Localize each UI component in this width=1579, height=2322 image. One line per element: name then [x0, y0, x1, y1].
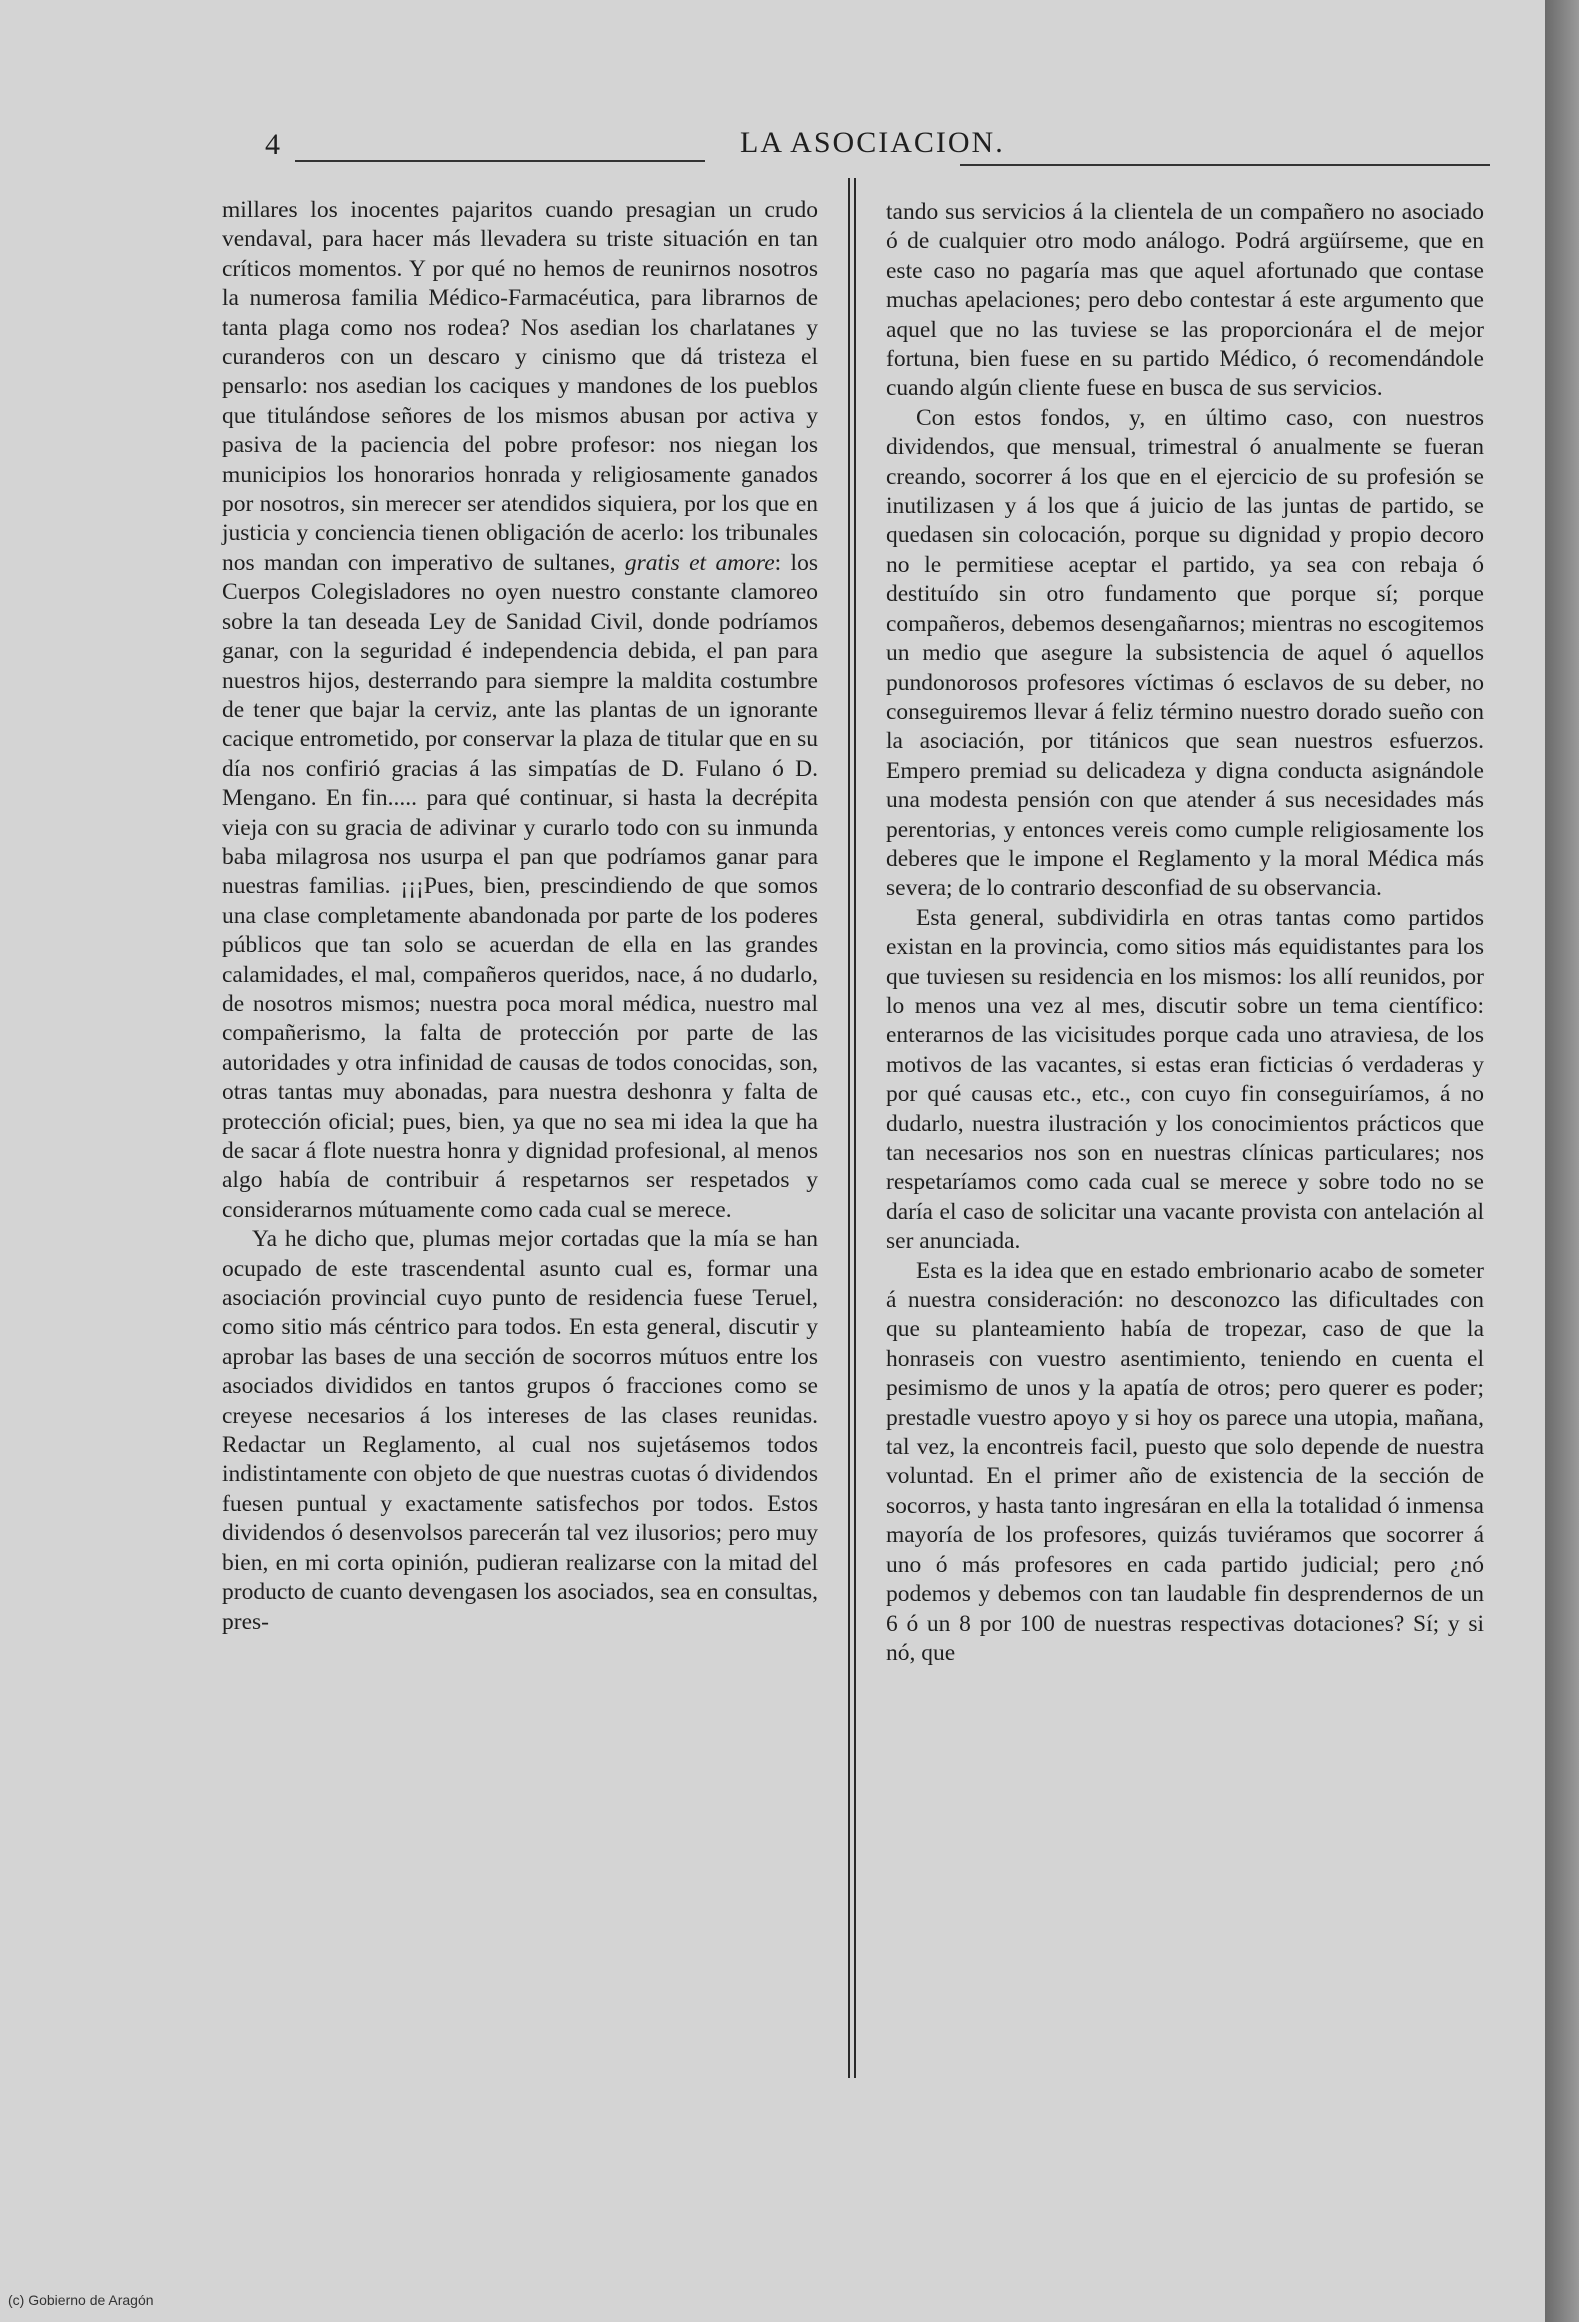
scan-edge [1545, 0, 1579, 2322]
header-rule-right [960, 164, 1490, 166]
right-paragraph-1: tando sus servicios á la clientela de un compañero no asociado ó de cualquier otro modo análogo. Podrá argüírseme, que en este caso no pagaría mas que aquel afortunado que contase muchas apelaciones; pero debo contestar á este argumento que aquel que no las tuviese se las proporcionára el de mejor fortuna, bien fuese en su partido Médico, ó recomendándole cuando algún cliente fuese en busca de sus servicios. [886, 199, 1484, 402]
right-paragraph-4: Esta es la idea que en estado embrionario acabo de someter á nuestra consideración: no desconozco las dificultades con que su planteamiento había de tropezar, caso de que la honraseis con vuestro asentimiento, teniendo en cuenta el pesimismo de unos y la apatía de otros; pero querer es poder; prestadle vuestro apoyo y si hoy os parece una utopia, mañana, tal vez, la encontreis facil, puesto que solo depende de nuestra voluntad. En el primer año de existencia de la sección de socorros, y hasta tanto ingresáran en ella la totalidad ó inmensa mayoría de los profesores, quizás tuviéramos que socorrer á uno ó más profesores en cada partido judicial; pero ¿nó podemos y debemos con tan laudable fin desprendernos de un 6 ó un 8 por 100 de nuestras respectivas dotaciones? Sí; y si nó, que [886, 1257, 1484, 1666]
header-rule-left [295, 160, 705, 162]
left-paragraph-1 [222, 196, 818, 1225]
running-title: LA ASOCIACION. [740, 126, 1005, 159]
page-header [240, 120, 1490, 170]
latin-phrase: gratis et amore [624, 549, 775, 576]
copyright-notice: (c) Gobierno de Aragón [8, 2292, 154, 2308]
page-number: 4 [265, 128, 280, 161]
left-paragraph-1-text: millares los inocentes pajaritos cuando presagian un crudo vendaval, para hacer más llevadera su triste situación en tan críticos momentos. Y por qué no hemos de reunirnos nosotros la numerosa familia Médico-Farmacéutica, para librarnos de tanta plaga como nos rodea? Nos asedian los charlatanes y curanderos con un descaro y cinismo que dá tristeza el pensarlo: nos asedian los caciques y mandones de los pueblos que titulándose señores de los mismos abusan por activa y pasiva de la paciencia del pobre profesor: nos niegan los municipios los honorarios honrada y religiosamente ganados por nosotros, sin merecer ser atendidos siquiera, por los que en justicia y conciencia tienen obligación de acerlo: los tribunales nos mandan con imperativo de sultanes, [222, 197, 818, 576]
left-paragraph-2: Ya he dicho que, plumas mejor cortadas que la mía se han ocupado de este trascendental asunto cual es, formar una asociación provincial cuyo punto de residencia fuese Teruel, como sitio más céntrico para todos. En esta general, discutir y aprobar las bases de una sección de socorros mútuos entre los asociados divididos en tantos grupos ó fracciones como se creyese necesarios á los intereses de las clases reunidas. Redactar un Reglamento, al cual nos sujetásemos todos indistintamente con objeto de que nuestras cuotas ó dividendos fuesen puntual y exactamente satisfechos por todos. Estos dividendos ó desenvolsos parecerán tal vez ilusorios; pero muy bien, en mi corta opinión, pudieran realizarse con la mitad del producto de cuanto devengasen los asociados, sea en consultas, pres- [222, 1226, 818, 1635]
left-paragraph-1-end: : los Cuerpos Colegisladores no oyen nuestro constante clamoreo sobre la tan deseada Ley de Sanidad Civil, donde podríamos ganar, con la seguridad é independencia debida, el pan para nuestros hijos, desterrando para siempre la maldita costumbre de tener que bajar la cerviz, ante las plantas de un ignorante cacique entrometido, por conservar la plaza de titular que en su día nos confirió gracias á las simpatías de D. Fulano ó D. Mengano. En fin..... para qué continuar, si hasta la decrépita vieja con su gracia de adivinar y curarlo todo con su inmunda baba milagrosa nos usurpa el pan que podríamos ganar para nuestras familias. ¡¡¡Pues, bien, prescindiendo de que somos una clase completamente abandonada por parte de los poderes públicos que tan solo se acuerdan de ella en las grandes calamidades, el mal, compañeros queridos, nace, á no dudarlo, de nosotros mismos; nuestra poca moral médica, nuestro mal compañerismo, la falta de protección por parte de las autoridades y otra infinidad de causas de todos conocidas, son, otras tantas muy abonadas, para nuestra deshonra y falta de protección oficial; pues, bien, ya que no sea mi idea la que ha de sacar á flote nuestra honra y dignidad profesional, al menos algo había de contribuir á respetarnos ser respetados y considerarnos mútuamente como cada cual se merece. [222, 549, 818, 1223]
left-column [222, 196, 818, 1637]
right-paragraph-3: Esta general, subdividirla en otras tantas como partidos existan en la provincia, como sitios más equidistantes para los que tuviesen su residencia en los mismos: los allí reunidos, por lo menos una vez al mes, discutir sobre un tema científico: enterarnos de las vicisitudes porque cada uno atraviesa, de los motivos de las vacantes, si estas eran ficticias ó verdaderas y por qué causas etc., etc., con cuyo fin conseguiríamos, á no dudarlo, nuestra ilustración y los conocimientos prácticos que tan necesarios nos son en nuestras clínicas particulares; nos respetaríamos como cada cual se merece y sobre todo no se daría el caso de solicitar una vacante provista con antelación al ser anunciada. [886, 904, 1484, 1255]
right-column [886, 198, 1484, 1668]
column-divider [848, 178, 856, 2078]
right-paragraph-2: Con estos fondos, y, en último caso, con nuestros dividendos, que mensual, trimestral ó anualmente se fueran creando, socorrer á los que en el ejercicio de su profesión se inutilizasen y á los que á juicio de las juntas de partido, se quedasen sin colocación, porque su dignidad y propio decoro no le permitiese aceptar el partido, ya sea con rebaja ó destituído sin otro fundamento que porque sí; porque compañeros, debemos desengañarnos; mientras no escogitemos un medio que asegure la subsistencia de aquel ó aquellos pundonorosos profesores víctimas ó esclavos de su deber, no conseguiremos llevar á feliz término nuestro dorado sueño con la asociación, por titánicos que sean nuestros esfuerzos. Empero premiad su delicadeza y digna conducta asignándole una modesta pensión con que atender á sus necesidades más perentorias, y entonces vereis como cumple religiosamente los deberes que le impone el Reglamento y la moral Médica más severa; de lo contrario desconfiad de su observancia. [886, 404, 1484, 902]
